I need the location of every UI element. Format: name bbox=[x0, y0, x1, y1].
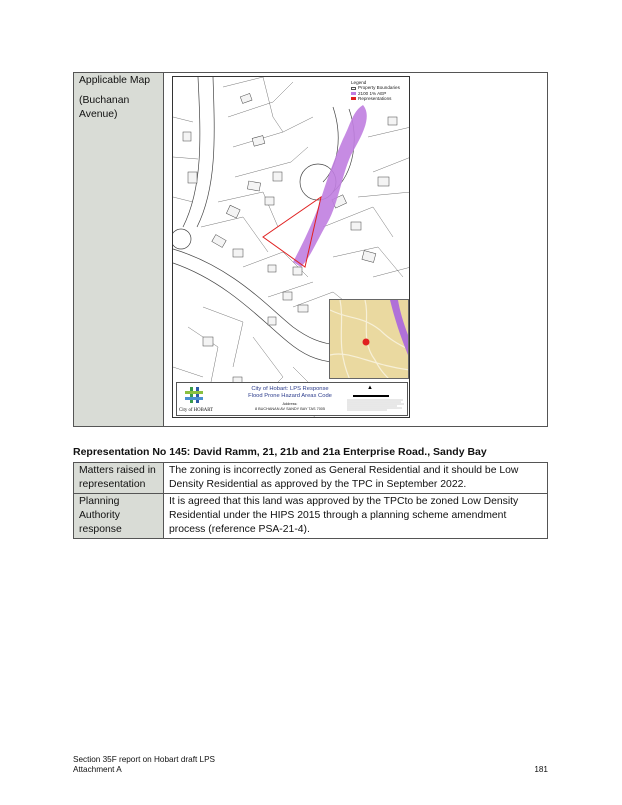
map-disclaimer bbox=[347, 399, 405, 413]
footer-line2: Attachment A bbox=[73, 765, 122, 774]
map-label-subtitle: (Buchanan Avenue) bbox=[79, 95, 130, 120]
legend-swatch-icon bbox=[351, 97, 356, 100]
map-cell bbox=[164, 73, 547, 426]
footer-line1: Section 35F report on Hobart draft LPS bbox=[73, 755, 215, 764]
table-row bbox=[74, 493, 547, 538]
row-text: It is agreed that this land was approved by the TPCto be zoned Low Density Residential under the HIPS 2015 through a planning scheme amendment process (reference PSA-21-4). bbox=[169, 496, 519, 535]
locator-map bbox=[330, 300, 409, 379]
scale-bar bbox=[353, 395, 389, 397]
legend-item-representations bbox=[351, 96, 409, 101]
map-title bbox=[235, 386, 345, 399]
legend-swatch-icon bbox=[351, 87, 356, 90]
legend-label: Representations bbox=[358, 96, 392, 102]
legend-label: 2100 1% AEP bbox=[358, 90, 387, 96]
row-text: The zoning is incorrectly zoned as General Residential and it should be Low Density Residential as approved by the TPC in September 2022. bbox=[169, 465, 519, 490]
representation-table bbox=[73, 462, 548, 539]
map-image bbox=[172, 76, 410, 418]
representation-heading: Representation No 145: David Ramm, 21, 21b and 21a Enterprise Road., Sandy Bay bbox=[73, 446, 487, 458]
legend-title: Legend bbox=[351, 80, 367, 85]
map-title-line1: City of Hobart: LPS Response bbox=[251, 386, 329, 392]
map-label-cell bbox=[74, 73, 164, 426]
map-title-line2: Flood Prone Hazard Areas Code bbox=[248, 392, 332, 399]
row-label: Matters raised in representation bbox=[74, 463, 164, 493]
north-arrow-icon: ▲ bbox=[367, 385, 373, 391]
table-row bbox=[74, 463, 547, 493]
map-legend bbox=[351, 80, 409, 102]
map-table bbox=[73, 72, 548, 427]
page-number: 181 bbox=[534, 765, 548, 774]
row-label: Planning Authority response bbox=[74, 494, 164, 538]
city-name: City of HOBART bbox=[179, 408, 214, 413]
map-address bbox=[235, 402, 345, 411]
address-value: 8 BUCHANAN AV SANDY BAY TAS 7005 bbox=[254, 406, 326, 411]
page-footer bbox=[73, 755, 215, 775]
map-label-title: Applicable Map bbox=[79, 75, 151, 86]
legend-swatch-icon bbox=[351, 92, 356, 95]
map-title-block bbox=[176, 382, 408, 416]
legend-label: Property Boundaries bbox=[358, 85, 400, 91]
locator-inset-map bbox=[329, 299, 409, 379]
city-of-hobart-logo-icon bbox=[181, 386, 207, 404]
address-label: Address: bbox=[282, 402, 298, 406]
